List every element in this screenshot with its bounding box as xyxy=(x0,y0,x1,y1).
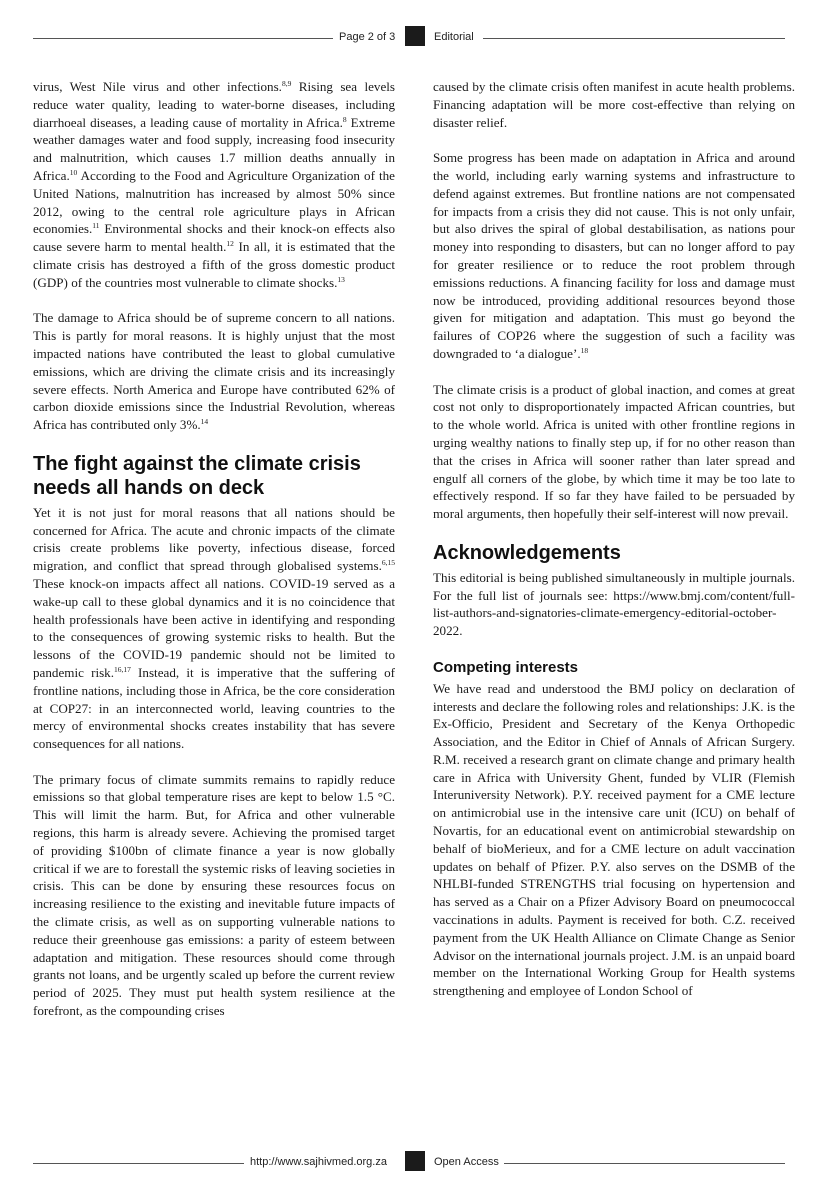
section-label: Editorial xyxy=(434,31,474,43)
left-column xyxy=(33,78,395,1038)
right-column xyxy=(433,78,795,1018)
acknowledgements-heading: Acknowledgements xyxy=(433,541,621,564)
header-rule-right xyxy=(483,38,785,39)
section-heading-fight: The fight against the climate crisis needs all hands on deck xyxy=(33,452,361,499)
open-access-label: Open Access xyxy=(434,1156,499,1168)
footer-rule-right xyxy=(504,1163,785,1164)
competing-interests-heading: Competing interests xyxy=(433,658,579,676)
competing-interests-text: We have read and understood the BMJ policy on declaration of interests and declare the following roles and relationships: J.K. is the Ex-Officio, President and Secretary of the Kenya Orthopedic Association, and the Editor in Chief of Annals of African Surgery. R.M. received a research grant on climate change and primary health care in Africa with University Ghent, funded by VLIR (Flemish Interuniversity Network). P.Y. received payment for a CME lecture on antimicrobial use in the intensive care unit (ICU) on behalf of Novartis, for an educational event on antimicrobial stewardship on behalf of bioMerieux, and for a CME lecture on adult vaccination updates on behalf of Pfizer. P.Y. also serves on the DSMB of the NHLBI-funded STRENGTHS trial focusing on hypertension and has served as a Chair on a Pfizer Advisory Board on pneumococcal vaccinations in adults. Payment is received for both. C.Z. received payment from the UK Health Alliance on Climate Change as Senior Advisor on the international journals project. J.M. is an unpaid board member on the International Working Group for Health systems strengthening and employee of London School of xyxy=(433,680,795,999)
paragraph-adaptation-progress: Some progress has been made on adaptation in Africa and around the world, including early warning systems and infrastructure to defend against extremes. But frontline nations are not compensated for impacts from a crisis they did not cause. This is not only unfair, but also drives the spiral of global destabilisation, as nations pour money into responding to disasters, but can no longer afford to pay for greater resilience or to reduce the root problem through emissions reductions. A financing facility for loss and damage must now be introduced, providing additional resources beyond those given for mitigation and adaptation. This must go beyond the failures of COP26 where the suggestion of such a facility was downgraded to ‘a dialogue’.$^{18}$ xyxy=(433,150,795,361)
page-number-label: Page 2 of 3 xyxy=(339,31,396,43)
paragraph-systemic-risks: Yet it is not just for moral reasons that all nations should be concerned for Africa. The acute and chronic impacts of the climate crisis create problems like poverty, infectious disease, forced migration, and conflict that spread through globalised systems.$^{6,15}$ These knock-on impacts affect all nations. COVID-19 served as a wake-up call to these global dynamics and it is no coincidence that health professionals have been active in identifying and responding to the consequences of growing systemic risks to health. But the lessons of the COVID-19 pandemic should not be limited to pandemic risk.$^{16,17}$ Instead, it is imperative that the suffering of frontline nations, including those in Africa, be the core consideration at COP27: in an interconnected world, leaving countries to the mercy of environmental shocks creates instability that has severe consequences for all nations. xyxy=(33,504,395,752)
footer-rule-left xyxy=(33,1163,244,1164)
paragraph-moral-reasons: The damage to Africa should be of supreme concern to all nations. This is partly for moral reasons. It is highly unjust that the most impacted nations have contributed the least to global cumulative emissions, which are driving the climate crisis and its increasingly severe effects. North America and Europe have contributed 62% of carbon dioxide emissions since the Industrial Revolution, whereas Africa has contributed only 3%.$^{14}$ xyxy=(33,310,395,433)
paragraph-acute-health: caused by the climate crisis often manifest in acute health problems. Financing adaptation will be more cost-effective than relying on disaster relief. xyxy=(433,79,795,130)
paragraph-global-inaction: The climate crisis is a product of global inaction, and comes at great cost not only to disproportionately impacted African countries, but to the whole world. Africa is united with other frontline regions in urging wealthy nations to finally step up, if for no other reason than that the crises in Africa will sooner rather than later spread and engulf all corners of the globe, by which time it may be too late to effectively respond. If so far they have failed to be persuaded by moral arguments, then hopefully their self-interest will now prevail. xyxy=(433,381,795,522)
paragraph-health-impacts: virus, West Nile virus and other infections.$^{8,9}$ Rising sea levels reduce water quality, leading to water-borne diseases, including diarrhoeal diseases, a leading cause of mortality in Africa.$^8$ Extreme weather damages water and food supply, increasing food insecurity and malnutrition, which causes 1.7 million deaths annually in Africa.$^{10}$ According to the Food and Agriculture Organization of the United Nations, malnutrition has increased by almost 50% since 2012, owing to the central role agriculture plays in African economies.$^{11}$ Environmental shocks and their knock-on effects also cause severe harm to mental health.$^{12}$ In all, it is estimated that the climate crisis has destroyed a fifth of the gross domestic product (GDP) of the countries most vulnerable to climate shocks.$^{13}$ xyxy=(33,79,396,290)
paragraph-climate-summits: The primary focus of climate summits remains to rapidly reduce emissions so that global temperature rises are kept to below 1.5 °C. This will limit the harm. But, for Africa and other vulnerable regions, this harm is already severe. Achieving the promised target of providing $100bn of climate finance a year is now globally critical if we are to forestall the systemic risks of leaving societies in crisis. This can be done by ensuring these resources focus on increasing resilience to the existing and inevitable future impacts of the climate crisis, as well as on supporting vulnerable nations to reduce their greenhouse gas emissions: a parity of esteem between adaptation and mitigation. These resources should come through grants not loans, and be urgently scaled up before the current review period of 2025. They must put health system resilience at the forefront, as the compounding crises xyxy=(33,771,395,1019)
footer-separator-block xyxy=(405,1151,425,1171)
acknowledgements-text: This editorial is being published simultaneously in multiple journals. For the full list of journals see: https://www.bmj.com/content/full-list-authors-and-signatories-climate-emergency-editorial-october-2022. xyxy=(433,569,795,639)
footer-url-link[interactable]: http://www.sajhivmed.org.za xyxy=(250,1156,387,1168)
header-rule-left xyxy=(33,38,333,39)
header-separator-block xyxy=(405,26,425,46)
